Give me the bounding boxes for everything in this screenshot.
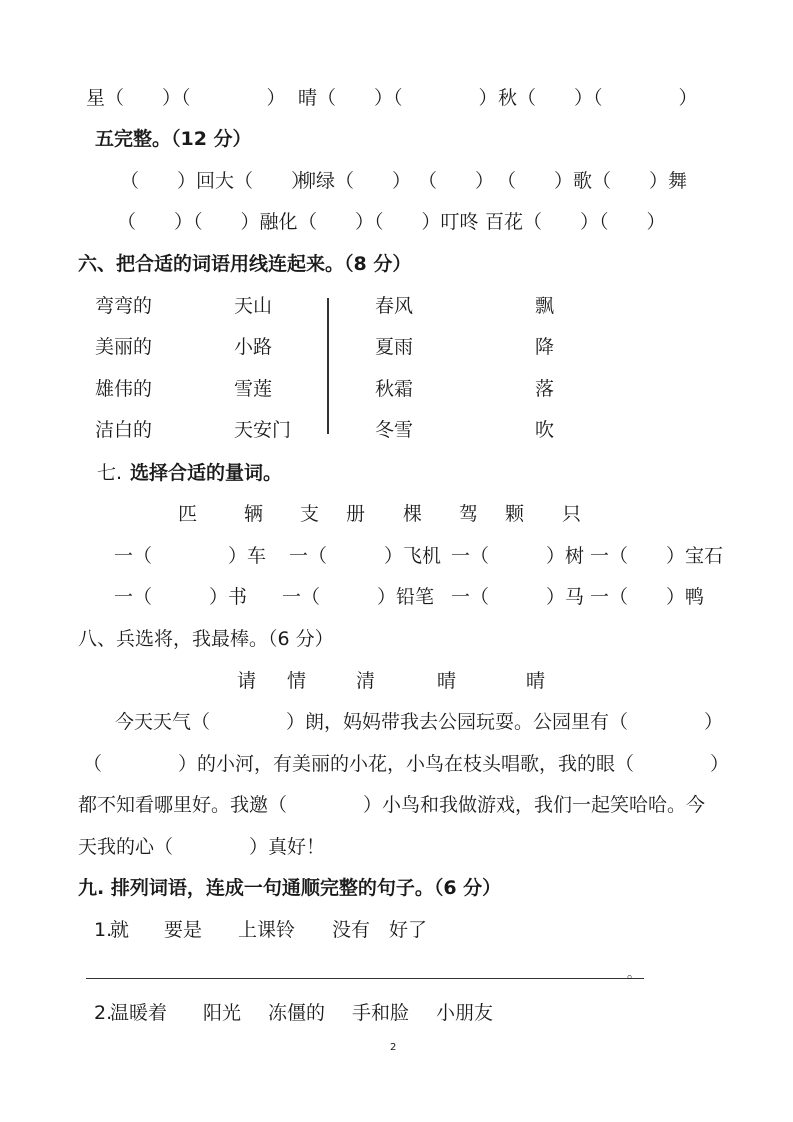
- section-5-r1-b: 柳绿（ ）: [297, 170, 412, 192]
- match-left-4: 洁白的: [95, 419, 153, 441]
- passage-line-2: （ ）的小河，有美丽的小花，小鸟在枝头唱歌，我的眼（ ）: [83, 753, 730, 775]
- section-7-r1-b: 一（ ）飞机: [289, 545, 442, 567]
- line-top-item-2: 晴（ ）（ ）: [298, 87, 498, 109]
- answer-line-period: 。: [627, 966, 641, 982]
- section-7-r2-c: 一（ ）马: [451, 586, 585, 608]
- measure-word-4: 册: [346, 503, 366, 525]
- divider-line: [327, 298, 329, 434]
- line-top-item-1: 星（ ）（ ）: [86, 87, 286, 109]
- section-6-title: 六、把合适的词语用线连起来。（8 分）: [78, 253, 412, 275]
- section-5-r1-c: （ ）: [418, 170, 495, 192]
- section-5-r1-d: （ ）歌（ ）舞: [497, 170, 688, 192]
- match-verb-1: 飘: [535, 295, 555, 317]
- match-left-1: 弯弯的: [95, 295, 153, 317]
- measure-word-3: 支: [300, 503, 320, 525]
- measure-word-5: 棵: [403, 503, 423, 525]
- section-7-title: 选择合适的量词。: [130, 462, 283, 484]
- passage-line-1: 今天天气（ ）朗，妈妈带我去公园玩耍。公园里有（ ）: [115, 711, 724, 733]
- match-right-3: 秋霜: [375, 378, 414, 400]
- q1-word-3: 上课铃: [238, 919, 296, 941]
- section-5-r2-a: （ ）（ ）融化: [117, 211, 298, 233]
- section-9-title: 九. 排列词语，连成一句通顺完整的句子。（6 分）: [78, 877, 502, 899]
- q2-word-1: 温暖着: [110, 1002, 168, 1024]
- measure-word-8: 只: [562, 503, 582, 525]
- match-right-1: 春风: [375, 295, 414, 317]
- q2-word-5: 小朋友: [436, 1002, 494, 1024]
- measure-word-6: 驾: [459, 503, 479, 525]
- choice-word-3: 清: [356, 670, 376, 692]
- q1-number: 1.: [94, 919, 113, 941]
- q2-word-3: 冻僵的: [268, 1002, 326, 1024]
- section-7-r1-a: 一（ ）车: [114, 545, 267, 567]
- section-7-r2-a: 一（ ）书: [114, 586, 248, 608]
- passage-line-3: 都不知看哪里好。我邀（ ）小鸟和我做游戏，我们一起笑哈哈。今: [78, 794, 706, 816]
- q2-number: 2.: [94, 1002, 113, 1024]
- q2-word-4: 手和脸: [352, 1002, 410, 1024]
- section-8-title: 八、兵选将，我最棒。（6 分）: [78, 628, 334, 650]
- measure-word-2: 辆: [244, 503, 264, 525]
- section-7-r1-c: 一（ ）树: [451, 545, 585, 567]
- match-verb-2: 降: [535, 336, 555, 358]
- choice-word-1: 请: [237, 670, 257, 692]
- q1-word-4: 没有: [332, 919, 371, 941]
- match-mid-2: 小路: [234, 336, 273, 358]
- line-top-item-3: 秋（ ）（ ）: [498, 87, 698, 109]
- match-mid-1: 天山: [234, 295, 273, 317]
- match-left-2: 美丽的: [95, 336, 153, 358]
- choice-word-4: 晴: [437, 670, 457, 692]
- section-7-number: 七.: [97, 462, 123, 484]
- answer-line: [86, 978, 644, 979]
- section-5-r2-b: （ ）（ ）叮咚: [298, 211, 479, 233]
- q1-word-1: 就: [110, 919, 130, 941]
- section-5-r1-a: （ ）回大（ ）: [120, 170, 311, 192]
- match-left-3: 雄伟的: [95, 378, 153, 400]
- match-mid-3: 雪莲: [234, 378, 273, 400]
- choice-word-2: 情: [287, 670, 307, 692]
- q2-word-2: 阳光: [203, 1002, 242, 1024]
- section-7-r2-d: 一（ ）鸭: [590, 586, 705, 608]
- passage-line-4: 天我的心（ ）真好！: [78, 836, 326, 858]
- page-number: 2: [390, 1042, 397, 1053]
- section-5-r2-c: 百花（ ）（ ）: [485, 211, 666, 233]
- choice-word-5: 晴: [526, 670, 546, 692]
- section-5-title: 五完整。（12 分）: [95, 128, 252, 150]
- match-right-4: 冬雪: [375, 419, 414, 441]
- match-mid-4: 天安门: [234, 419, 292, 441]
- measure-word-1: 匹: [178, 503, 198, 525]
- section-7-r1-d: 一（ ）宝石: [590, 545, 724, 567]
- q1-word-2: 要是: [164, 919, 203, 941]
- match-verb-4: 吹: [535, 419, 555, 441]
- q1-word-5: 好了: [389, 919, 428, 941]
- match-right-2: 夏雨: [375, 336, 414, 358]
- section-7-r2-b: 一（ ）铅笔: [282, 586, 435, 608]
- measure-word-7: 颗: [505, 503, 525, 525]
- match-verb-3: 落: [535, 378, 555, 400]
